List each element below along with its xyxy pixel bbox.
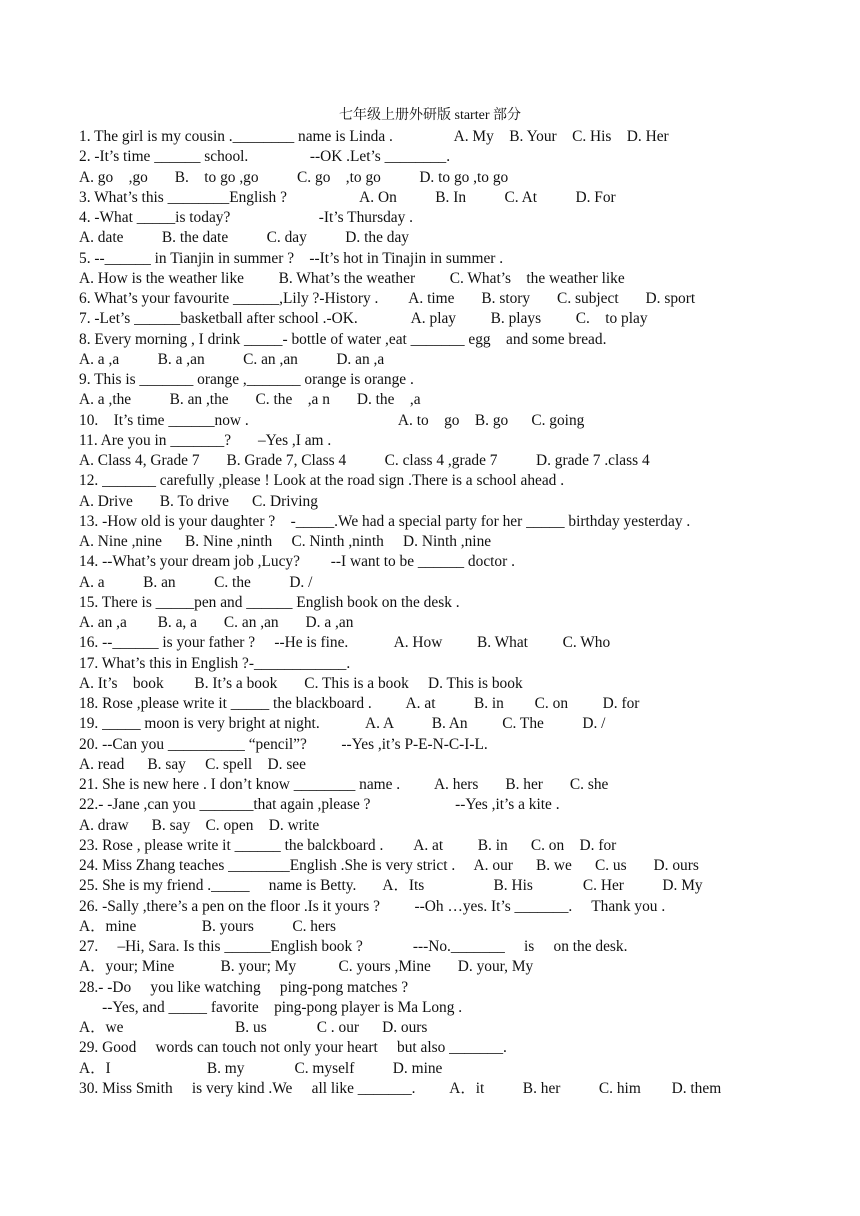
question-line: 14. --What’s your dream job ,Lucy? --I want to be ______ doctor . — [79, 553, 515, 571]
question-line: 26. -Sally ,there’s a pen on the floor .Is it yours ? --Oh …yes. It’s _______. Thank you . — [79, 897, 666, 915]
question-line: 29. Good words can touch not only your heart but also _______. — [79, 1039, 507, 1057]
question-line: A. draw B. say C. open D. write — [79, 816, 320, 834]
question-line: 9. This is _______ orange ,_______ orange is orange . — [79, 371, 414, 388]
question-line: A. Class 4, Grade 7 B. Grade 7, Class 4 C. class 4 ,grade 7 D. grade 7 .class 4 — [79, 452, 650, 469]
question-line: 1. The girl is my cousin .________ name is Linda . A. My B. Your C. His D. Her — [79, 128, 669, 145]
question-line: A. a ,a B. a ,an C. an ,an D. an ,a — [79, 350, 385, 368]
question-line: 18. Rose ,please write it _____ the blackboard . A. at B. in C. on D. for — [79, 695, 640, 712]
question-line: 3. What’s this ________English ? A. On B. In C. At D. For — [79, 188, 616, 206]
question-line: A. It’s book B. It’s a book C. This is a book D. This is book — [79, 674, 523, 692]
question-line: A．we B. us C . our D. ours — [79, 1019, 428, 1036]
question-list — [79, 127, 849, 1099]
question-line: 12. _______ carefully ,please ! Look at the road sign .There is a school ahead . — [79, 472, 565, 490]
question-line: 13. -How old is your daughter ? -_____.We had a special party for her _____ birthday yesterday . — [79, 512, 691, 530]
question-line: 22.- -Jane ,can you _______that again ,please ? --Yes ,it’s a kite . — [79, 796, 560, 814]
question-line: A．I B. my C. myself D. mine — [79, 1059, 443, 1077]
question-line: 27. –Hi, Sara. Is this ______English book ? ---No._______ is on the desk. — [79, 938, 628, 955]
question-line: 2. -It’s time ______ school. --OK .Let’s ________. — [79, 148, 451, 166]
question-line: 28.- -Do you like watching ping-pong matches ? — [79, 978, 409, 996]
question-line: 4. -What _____is today? -It’s Thursday . — [79, 209, 413, 226]
question-line: A. read B. say C. spell D. see — [79, 755, 306, 773]
question-line: 11. Are you in _______? –Yes ,I am . — [79, 431, 332, 449]
question-line: 25. She is my friend ._____ name is Betty. A．Its B. His C. Her D. My — [79, 877, 703, 895]
question-line: A. date B. the date C. day D. the day — [79, 229, 409, 247]
question-line: 21. She is new here . I don’t know ________ name . A. hers B. her C. she — [79, 776, 609, 793]
question-line: A．your; Mine B. your; My C. yours ,Mine D. your, My — [79, 958, 534, 976]
question-line: A. an ,a B. a, a C. an ,an D. a ,an — [79, 614, 354, 631]
question-line: A．mine B. yours C. hers — [79, 917, 336, 935]
question-line: 24. Miss Zhang teaches ________English .She is very strict . A. our B. we C. us D. ours — [79, 857, 699, 874]
question-line: 19. _____ moon is very bright at night. A. A B. An C. The D. / — [79, 715, 606, 733]
question-line: 17. What’s this in English ?-____________. — [79, 654, 351, 672]
question-line: 16. --______ is your father ? --He is fine. A. How B. What C. Who — [79, 634, 611, 652]
question-line: 20. --Can you __________ “pencil”? --Yes ,it’s P-E-N-C-I-L. — [79, 735, 488, 753]
question-line: 5. --______ in Tianjin in summer ? --It’s hot in Tinajin in summer . — [79, 249, 504, 267]
question-line: 15. There is _____pen and ______ English book on the desk . — [79, 593, 460, 611]
question-line: A. a B. an C. the D. / — [79, 573, 313, 591]
question-line: 6. What’s your favourite ______,Lily ?-History . A. time B. story C. subject D. sport — [79, 290, 696, 307]
question-line: 10. It’s time ______now . A. to go B. go C. going — [79, 411, 585, 429]
question-line: --Yes, and _____ favorite ping-pong player is Ma Long . — [79, 998, 463, 1016]
document-title: 七年级上册外研版 starter 部分 — [339, 108, 521, 123]
question-line: A. How is the weather like B. What’s the weather C. What’s the weather like — [79, 269, 625, 287]
question-line: A. Nine ,nine B. Nine ,ninth C. Ninth ,ninth D. Ninth ,nine — [79, 533, 492, 550]
question-line: 30. Miss Smith is very kind .We all like _______. A．it B. her C. him D. them — [79, 1079, 722, 1097]
question-line: 23. Rose , please write it ______ the balckboard . A. at B. in C. on D. for — [79, 836, 617, 854]
question-line: A. go ,go B. to go ,go C. go ,to go D. to go ,to go — [79, 168, 509, 186]
question-line: 7. -Let’s ______basketball after school .-OK. A. play B. plays C. to play — [79, 310, 648, 328]
question-line: A. a ,the B. an ,the C. the ,a n D. the ,a — [79, 391, 421, 409]
question-line: A. Drive B. To drive C. Driving — [79, 492, 318, 510]
question-line: 8. Every morning , I drink _____- bottle of water ,eat _______ egg and some bread. — [79, 330, 607, 348]
